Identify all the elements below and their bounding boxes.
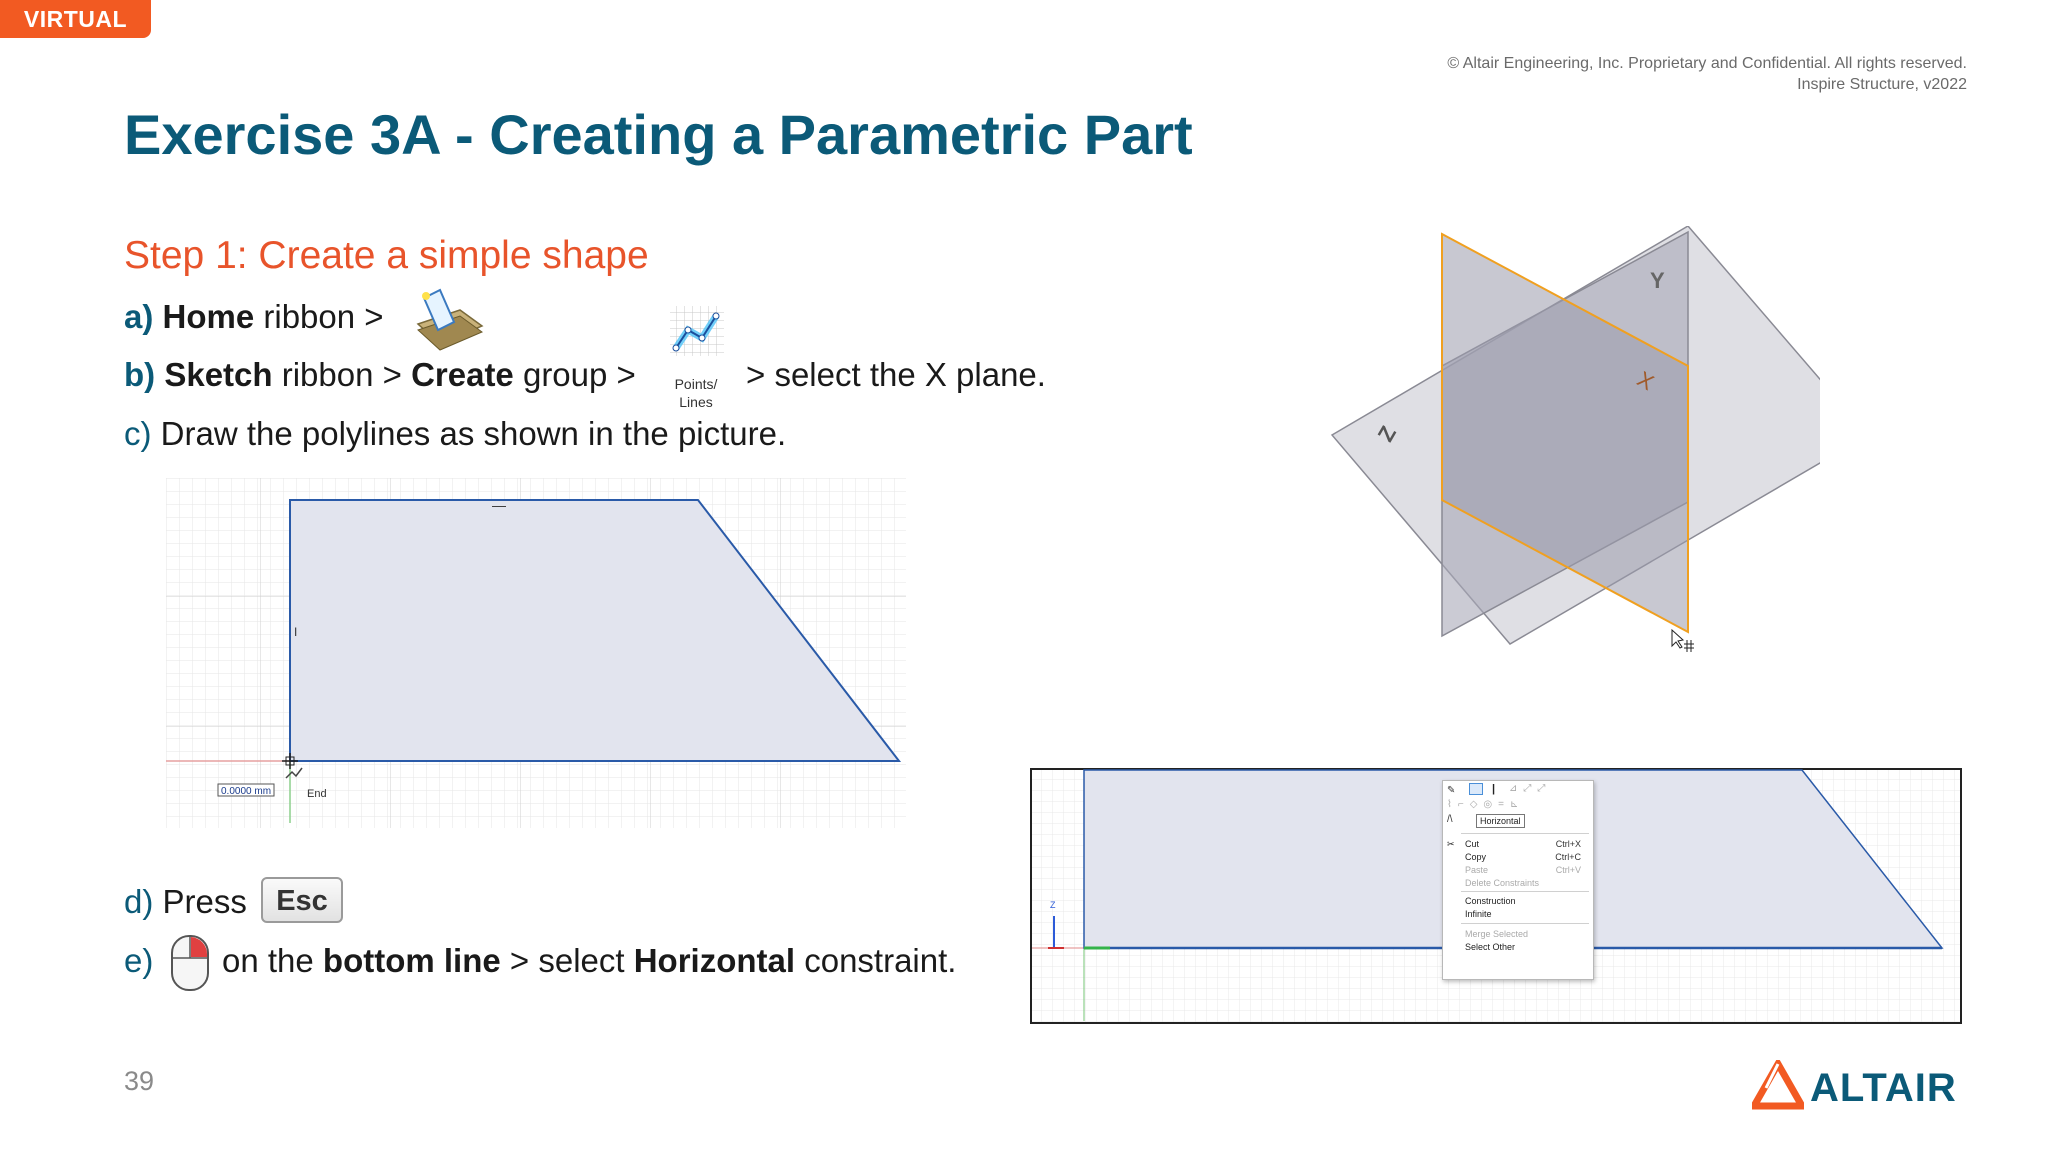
menu-item-copy[interactable]: Copy: [1465, 852, 1487, 862]
horizontal-tooltip: Horizontal: [1476, 814, 1525, 828]
step-c: [124, 415, 786, 453]
step-e-text3: constraint.: [795, 942, 957, 979]
menu-item-construction[interactable]: Construction: [1465, 896, 1516, 906]
step-d-text: Press: [162, 883, 247, 920]
points-lines-icon: [668, 304, 728, 362]
y-label: Y: [1650, 268, 1665, 293]
step-e-label-wrap: [124, 942, 153, 980]
esc-key: Esc: [261, 877, 343, 923]
altair-wordmark: ALTAIR: [1810, 1066, 1957, 1110]
menu-item-paste[interactable]: Paste: [1465, 865, 1489, 875]
disabled-constraint-icons: ⌇⌐◇◎=⊾: [1447, 799, 1525, 810]
right-click-mouse-icon: [170, 934, 210, 992]
step-e-label: e): [124, 942, 154, 979]
menu-item-infinite[interactable]: Infinite: [1465, 909, 1492, 919]
z-label: Z: [1372, 421, 1402, 446]
copyright-line: © Altair Engineering, Inc. Proprietary and Confidential. All rights reserved.: [1447, 55, 1967, 72]
shortcut-cut: Ctrl+X: [1555, 839, 1581, 849]
step-e-horizontal: Horizontal: [633, 942, 796, 979]
dimension-value: 0.0000 mm: [221, 786, 272, 797]
step-b: [124, 356, 636, 394]
more-constraint-icons[interactable]: ⊿⤢⤢: [1509, 783, 1552, 794]
points-lines-label-1: Points/: [674, 376, 718, 392]
step-b-after: > select the X plane.: [746, 356, 1046, 393]
step-e-text2: > select: [500, 942, 634, 979]
plane-stack: [1320, 226, 1820, 686]
step-b-text1: ribbon >: [272, 356, 412, 393]
points-lines-label-2: Lines: [679, 394, 713, 410]
x-label: X: [1632, 366, 1659, 396]
step-e-text1: on the: [222, 942, 323, 979]
menu-item-merge-selected[interactable]: Merge Selected: [1465, 929, 1529, 939]
horizontal-constraint-icon[interactable]: [1469, 783, 1483, 795]
copyright-notice: [1447, 53, 1967, 95]
step-b-text2: group >: [513, 356, 636, 393]
step-a: [124, 298, 384, 336]
step-b-sketch: Sketch: [164, 356, 273, 393]
shortcut-copy: Ctrl+C: [1555, 852, 1581, 862]
menu-item-cut[interactable]: Cut: [1465, 839, 1480, 849]
step-c-text: Draw the polylines as shown in the picture.: [160, 415, 787, 452]
menu-item-delete-constraints[interactable]: Delete Constraints: [1465, 878, 1540, 888]
context-menu[interactable]: ✎ | ⊿⤢⤢ ⌇⌐◇◎=⊾ /\ ✂ Cut Ctrl+X Copy Ctrl+C Paste Ctrl+V Delete Constraints Construction Infinite Merge Selected Select Other: [1442, 780, 1594, 980]
vertical-glyph: I: [294, 625, 298, 639]
pin-icon[interactable]: ✎: [1447, 785, 1456, 796]
menu-item-select-other[interactable]: Select Other: [1465, 942, 1516, 952]
polyline-sketch-view: [166, 478, 906, 828]
page-title: Exercise 3A - Creating a Parametric Part: [124, 103, 1193, 166]
step-a-label: a): [124, 298, 154, 335]
end-label: End: [307, 788, 327, 800]
step-d-label: d): [124, 883, 154, 920]
horizontal-glyph: —: [492, 497, 506, 513]
step-e: [222, 942, 956, 980]
step-a-home: Home: [162, 298, 255, 335]
version-line: Inspire Structure, v2022: [1797, 76, 1967, 93]
step-b-create: Create: [411, 356, 514, 393]
step-d: [124, 883, 247, 921]
sketch-ribbon-icon: [410, 288, 484, 352]
step-a-text: ribbon >: [254, 298, 384, 335]
virtual-badge: VIRTUAL: [0, 0, 151, 38]
cursor-icon: [1672, 630, 1694, 652]
step-c-label: c): [124, 415, 152, 452]
page-number: 39: [124, 1066, 155, 1096]
step-e-bottom-line: bottom line: [322, 942, 501, 979]
vertical-constraint-icon[interactable]: |: [1492, 783, 1496, 795]
shortcut-paste: Ctrl+V: [1555, 865, 1581, 875]
step-b-label: b): [124, 356, 156, 393]
line-tool-icon: /\: [1447, 814, 1453, 825]
points-lines-label: [665, 375, 727, 411]
axis-z-label: Z: [1050, 900, 1056, 910]
altair-logo-icon: [1752, 1060, 1804, 1110]
step-heading: Step 1: Create a simple shape: [124, 234, 649, 277]
